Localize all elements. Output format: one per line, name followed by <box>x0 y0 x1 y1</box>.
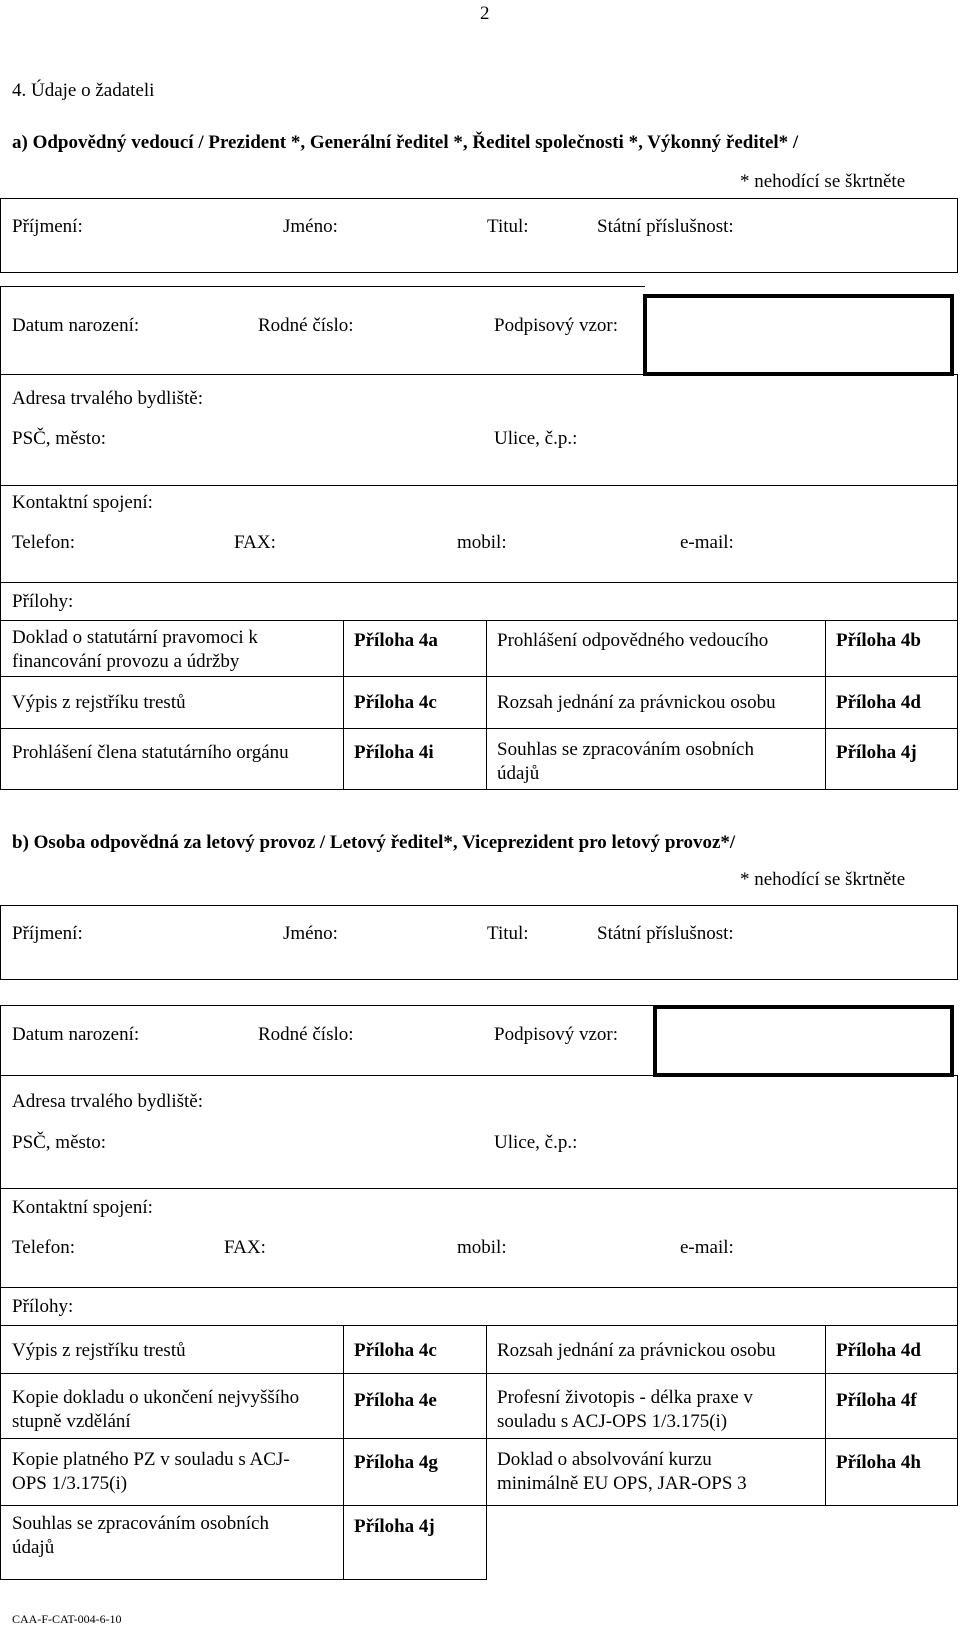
attachment-item: Profesní životopis - délka praxe v souladu s ACJ-OPS 1/3.175(i) <box>497 1387 753 1432</box>
attachment-ref: Příloha 4d <box>836 1340 921 1361</box>
surname-label: Příjmení: <box>12 923 83 944</box>
signature-field[interactable] <box>653 1005 954 1077</box>
attachment-ref: Příloha 4c <box>354 692 437 713</box>
title-label: Titul: <box>487 216 529 237</box>
attachment-ref: Příloha 4h <box>836 1452 921 1473</box>
surname-label: Příjmení: <box>12 216 83 237</box>
first-name-label: Jméno: <box>283 923 338 944</box>
strike-note: * nehodící se škrtněte <box>740 171 906 192</box>
birth-date-label: Datum narození: <box>12 315 140 336</box>
attachment-ref: Příloha 4a <box>354 630 438 651</box>
birth-date-label: Datum narození: <box>12 1024 140 1045</box>
attachments-label: Přílohy: <box>12 591 74 612</box>
attachment-ref: Příloha 4i <box>354 742 434 763</box>
attachment-item: Rozsah jednání za právnickou osobu <box>497 692 776 713</box>
address-label: Adresa trvalého bydliště: <box>12 1091 204 1112</box>
attachment-item: Souhlas se zpracováním osobních údajů <box>12 1513 269 1558</box>
phone-label: Telefon: <box>12 1237 76 1258</box>
attachment-item: Prohlášení člena statutárního orgánu <box>12 742 289 763</box>
attachments-label: Přílohy: <box>12 1296 74 1317</box>
nationality-label: Státní příslušnost: <box>597 923 734 944</box>
attachment-ref: Příloha 4g <box>354 1452 438 1473</box>
attachment-item: Výpis z rejstříku trestů <box>12 1340 186 1361</box>
street-label: Ulice, č.p.: <box>494 1132 578 1153</box>
attachment-item: Prohlášení odpovědného vedoucího <box>497 630 769 651</box>
section-a-heading: a) Odpovědný vedoucí / Prezident *, Generální ředitel *, Ředitel společnosti *, Výkonný ředitel* / <box>12 132 799 153</box>
mobile-label: mobil: <box>457 1237 507 1258</box>
nationality-label: Státní příslušnost: <box>597 216 734 237</box>
title-label: Titul: <box>487 923 529 944</box>
fax-label: FAX: <box>224 1237 266 1258</box>
first-name-label: Jméno: <box>283 216 338 237</box>
attachment-ref: Příloha 4j <box>354 1516 435 1537</box>
attachment-ref: Příloha 4e <box>354 1390 437 1411</box>
attachment-ref: Příloha 4b <box>836 630 921 651</box>
signature-label: Podpisový vzor: <box>494 1024 619 1045</box>
strike-note: * nehodící se škrtněte <box>740 869 906 890</box>
fax-label: FAX: <box>234 532 276 553</box>
page-number: 2 <box>480 3 490 24</box>
postcode-city-label: PSČ, město: <box>12 1132 106 1153</box>
attachment-item: Kopie platného PZ v souladu s ACJ-OPS 1/3.175(i) <box>12 1449 290 1494</box>
footer-code: CAA-F-CAT-004-6-10 <box>12 1612 122 1626</box>
attachment-ref: Příloha 4f <box>836 1390 917 1411</box>
signature-field[interactable] <box>643 294 954 376</box>
mobile-label: mobil: <box>457 532 507 553</box>
attachment-item: Souhlas se zpracováním osobních údajů <box>497 739 754 784</box>
attachment-ref: Příloha 4c <box>354 1340 437 1361</box>
birth-number-label: Rodné číslo: <box>258 1024 354 1045</box>
section-title: 4. Údaje o žadateli <box>12 80 155 101</box>
signature-label: Podpisový vzor: <box>494 315 619 336</box>
attachment-item: Doklad o absolvování kurzu minimálně EU OPS, JAR-OPS 3 <box>497 1449 747 1494</box>
address-label: Adresa trvalého bydliště: <box>12 388 204 409</box>
contact-label: Kontaktní spojení: <box>12 492 153 513</box>
phone-label: Telefon: <box>12 532 76 553</box>
street-label: Ulice, č.p.: <box>494 428 578 449</box>
email-label: e-mail: <box>680 532 734 553</box>
attachment-item: Doklad o statutární pravomoci k financování provozu a údržby <box>12 627 258 672</box>
contact-label: Kontaktní spojení: <box>12 1197 153 1218</box>
attachment-item: Výpis z rejstříku trestů <box>12 692 186 713</box>
attachment-item: Kopie dokladu o ukončení nejvyššího stupně vzdělání <box>12 1387 300 1432</box>
section-b-heading: b) Osoba odpovědná za letový provoz / Letový ředitel*, Viceprezident pro letový provoz*/ <box>12 832 736 853</box>
postcode-city-label: PSČ, město: <box>12 428 106 449</box>
email-label: e-mail: <box>680 1237 734 1258</box>
attachment-item: Rozsah jednání za právnickou osobu <box>497 1340 776 1361</box>
birth-number-label: Rodné číslo: <box>258 315 354 336</box>
attachment-ref: Příloha 4d <box>836 692 921 713</box>
attachment-ref: Příloha 4j <box>836 742 917 763</box>
